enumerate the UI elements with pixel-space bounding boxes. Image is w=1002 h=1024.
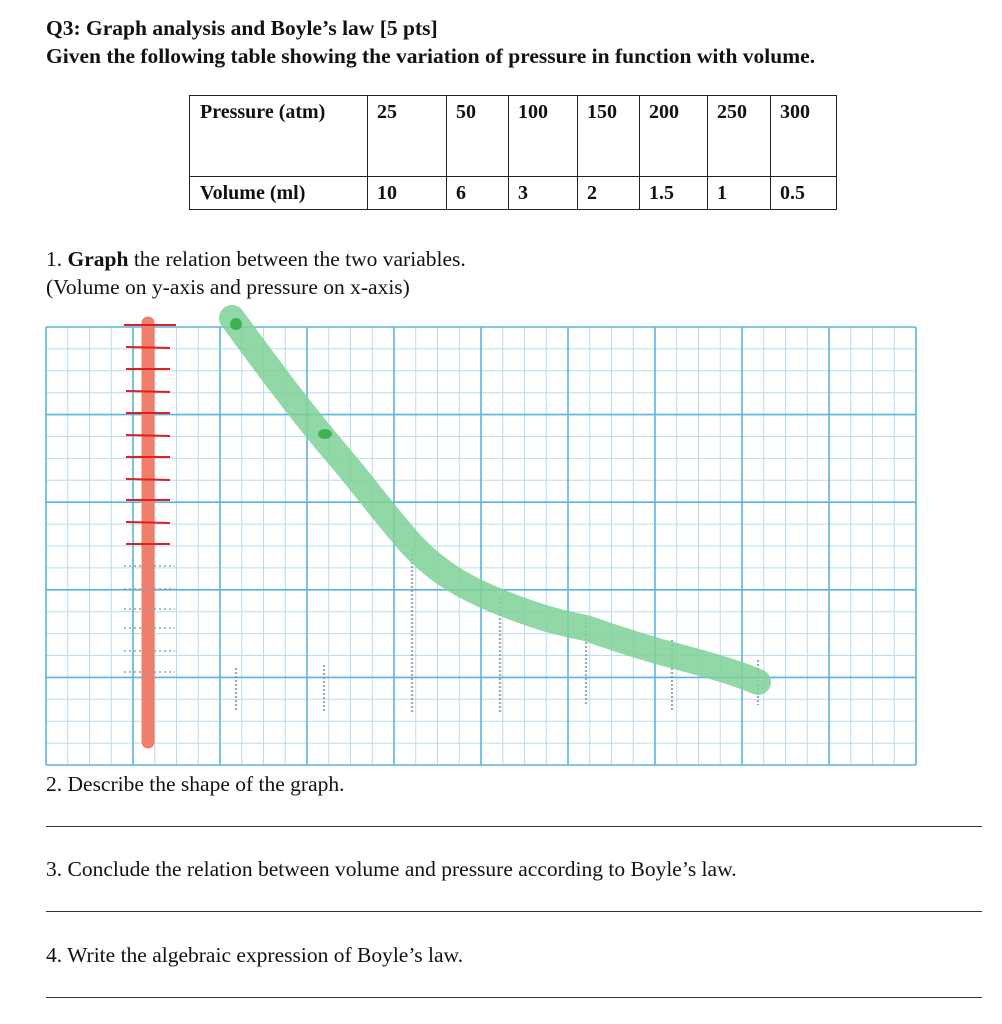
y-axis-tick — [126, 479, 170, 480]
volume-cell: 6 — [447, 177, 509, 210]
part-1-note: (Volume on y-axis and pressure on x-axis) — [46, 275, 410, 299]
volume-cell: 0.5 — [771, 177, 837, 210]
x-axis-tick-marks — [236, 550, 758, 712]
part-2-text: 2. Describe the shape of the graph. — [46, 772, 345, 796]
part-1-number: 1. — [46, 247, 63, 271]
y-axis-tick — [126, 435, 170, 436]
volume-cell: 1.5 — [640, 177, 708, 210]
pressure-cell: 250 — [708, 96, 771, 177]
y-axis-tick — [126, 347, 170, 348]
volume-label: Volume (ml) — [190, 177, 368, 210]
answer-line-4[interactable] — [46, 997, 982, 998]
question-intro: Given the following table showing the variation of pressure in function with volume. — [46, 44, 816, 68]
answer-line-2[interactable] — [46, 826, 982, 827]
curve-point — [230, 318, 242, 330]
volume-cell: 1 — [708, 177, 771, 210]
part-3-text: 3. Conclude the relation between volume and pressure according to Boyle’s law. — [46, 857, 737, 881]
pressure-cell: 300 — [771, 96, 837, 177]
pressure-cell: 25 — [368, 96, 447, 177]
pressure-cell: 200 — [640, 96, 708, 177]
volume-cell: 3 — [509, 177, 578, 210]
y-axis-tick — [126, 391, 170, 392]
curve-point — [318, 429, 332, 439]
volume-cell: 10 — [368, 177, 447, 210]
part-4-text: 4. Write the algebraic expression of Boyle’s law. — [46, 943, 464, 967]
pressure-cell: 100 — [509, 96, 578, 177]
pressure-cell: 50 — [447, 96, 509, 177]
hand-drawn-curve — [232, 318, 758, 682]
part-1-instruction: the relation between the two variables. — [133, 247, 466, 271]
answer-line-3[interactable] — [46, 911, 982, 912]
pressure-cell: 150 — [578, 96, 640, 177]
y-axis-tick — [126, 522, 170, 523]
volume-cell: 2 — [578, 177, 640, 210]
question-heading: Q3: Graph analysis and Boyle’s law [5 pts] — [46, 16, 438, 40]
pressure-label: Pressure (atm) — [190, 96, 368, 177]
part-1-bold-word: Graph — [67, 247, 129, 271]
